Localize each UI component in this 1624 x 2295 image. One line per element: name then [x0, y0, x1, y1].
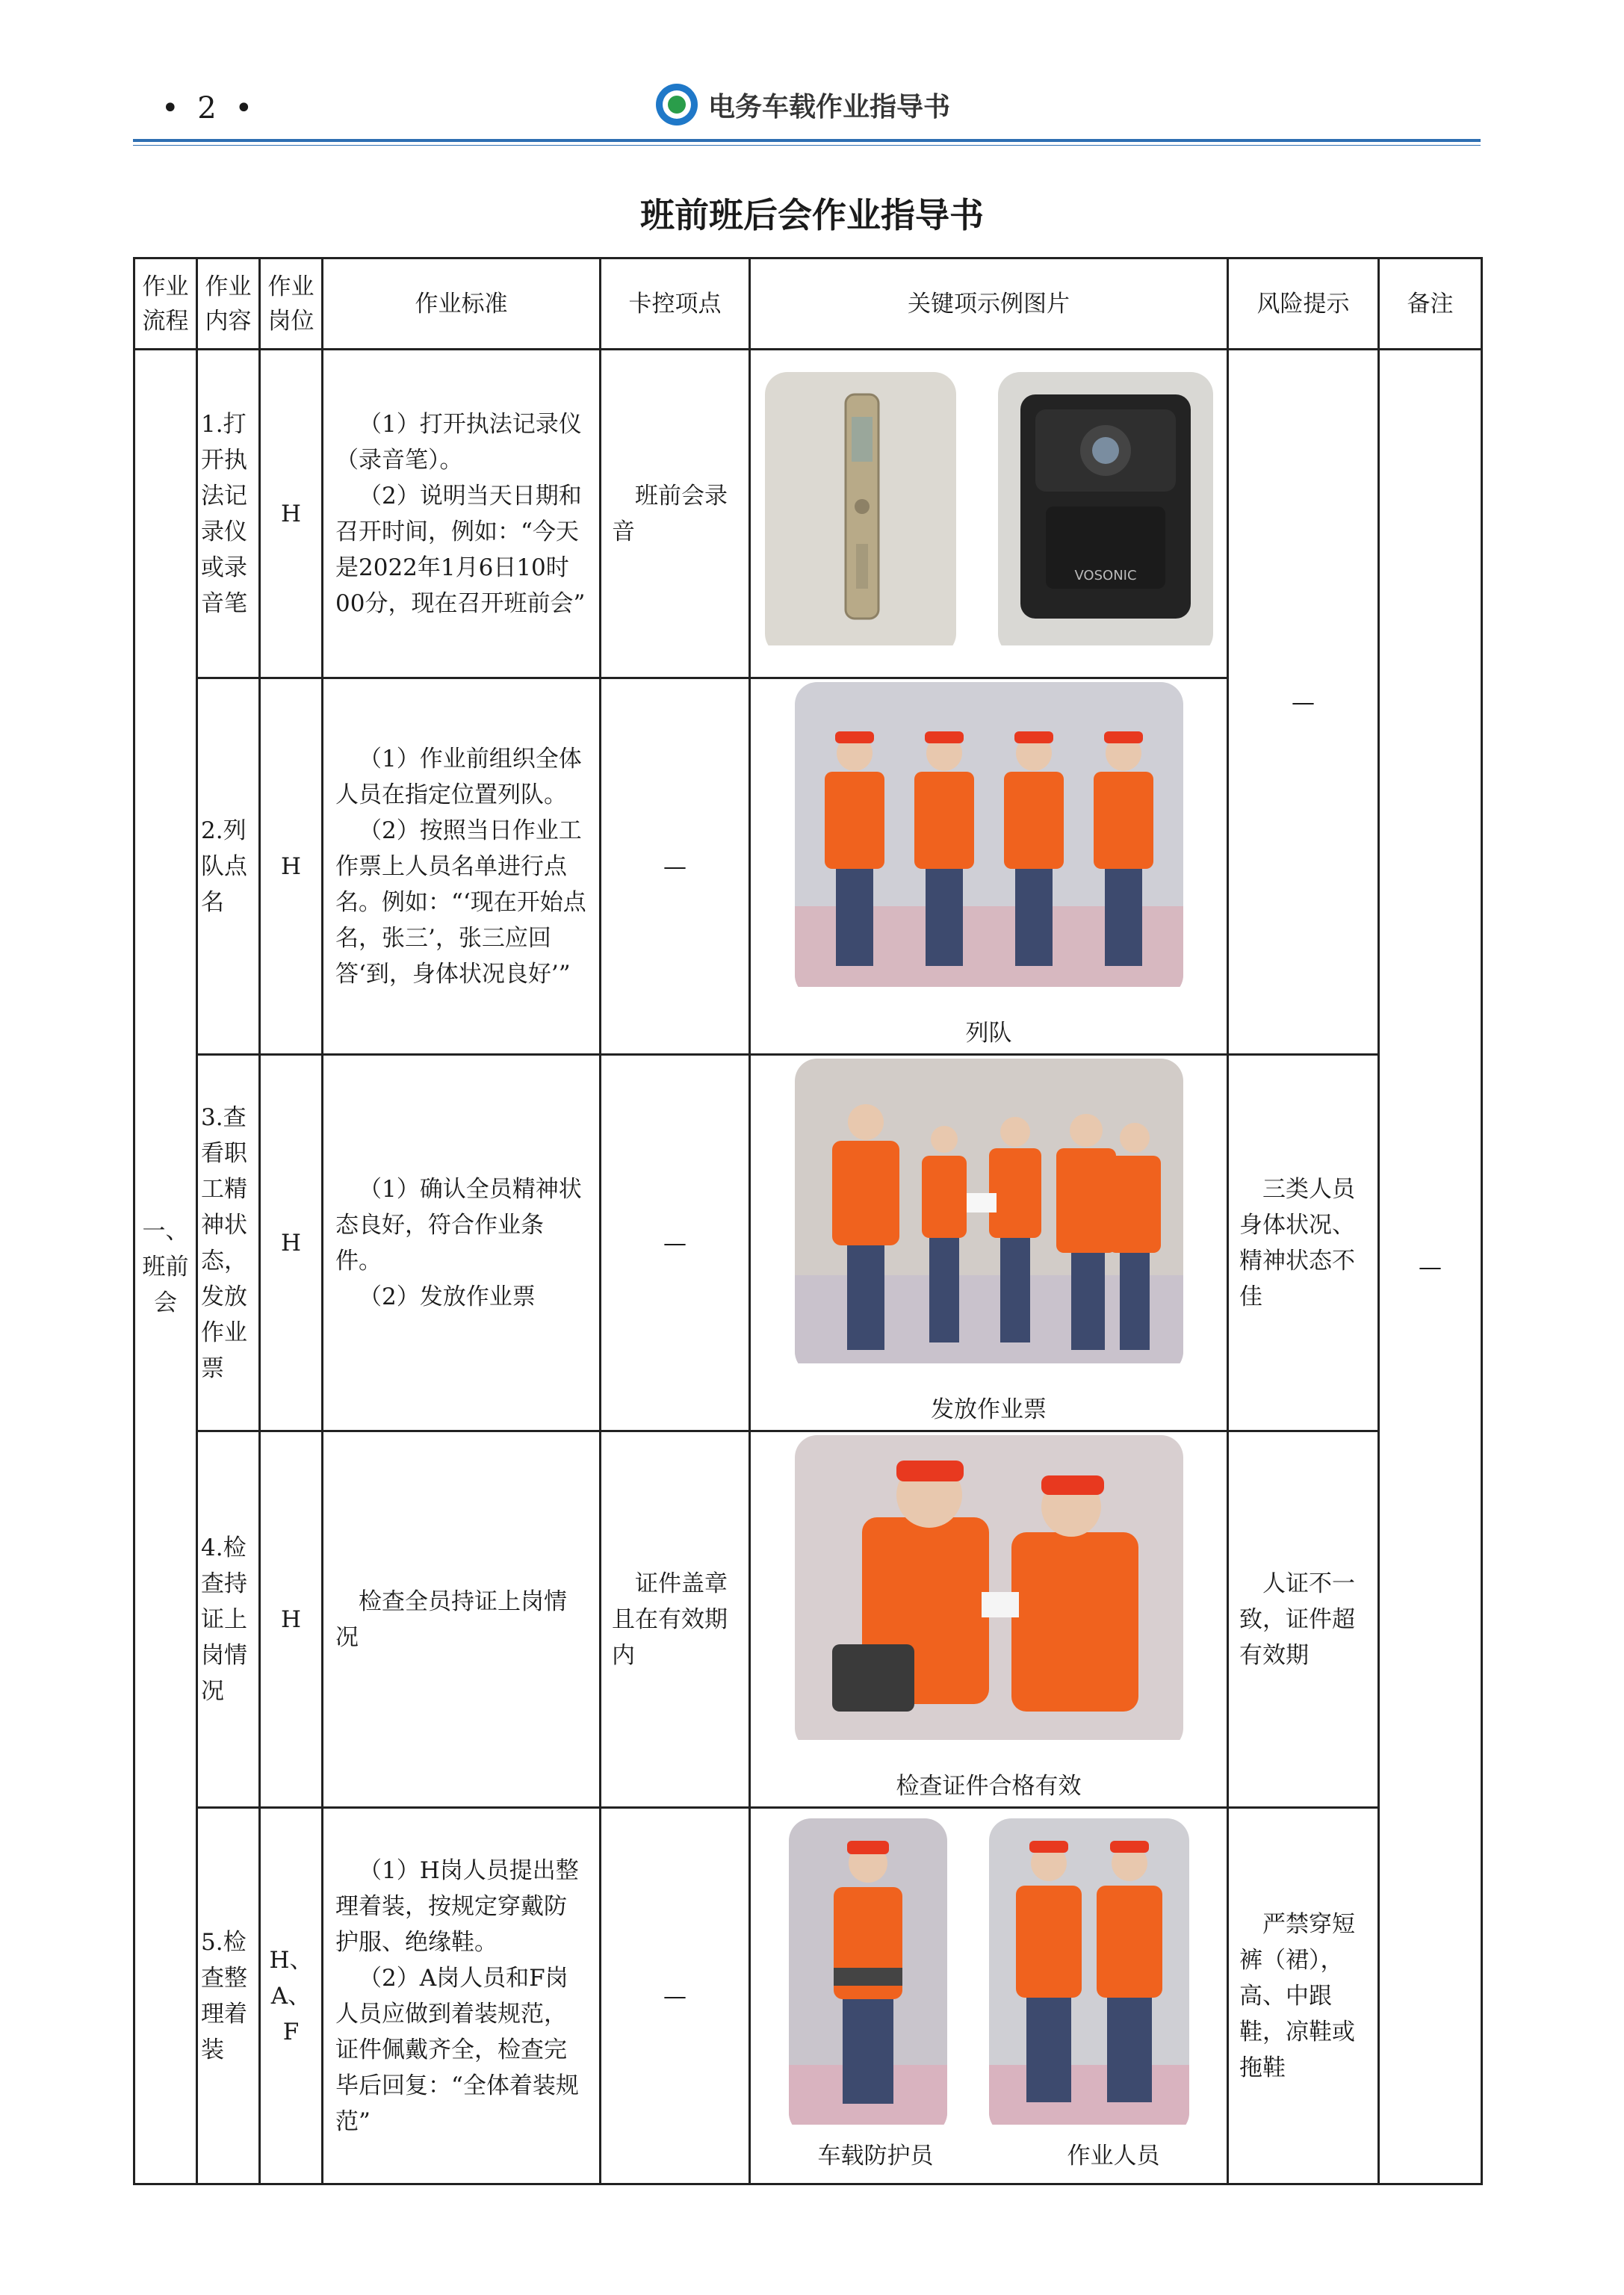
- risk-cell: [1228, 1431, 1379, 1808]
- image-caption: 车载防护员: [817, 2142, 934, 2169]
- page-number: • 2 •: [161, 91, 258, 126]
- col-header-risk: 风险提示: [1228, 258, 1379, 350]
- content-cell: 4.检查持证上岗情况: [197, 1431, 260, 1808]
- col-header-process: 作业流程: [134, 258, 197, 350]
- ticket-distribution-photo: [795, 1059, 1183, 1374]
- railway-logo-icon: [656, 84, 698, 126]
- risk-text: 严禁穿短裤（裙），高、中跟鞋，凉鞋或拖鞋: [1239, 1910, 1355, 2081]
- control-cell: 证件盖章且在有效期内: [601, 1431, 750, 1808]
- control-cell: 班前会录音: [601, 350, 750, 678]
- header-rule-thin: [133, 145, 1481, 146]
- standard-line: （2）按照当日作业工作票上人员名单进行点名。例如：“‘现在开始点名，张三’，张三应回答‘到，身体状况良好’”: [335, 817, 586, 988]
- col-header-remark: 备注: [1379, 258, 1482, 350]
- standard-cell: [323, 1431, 601, 1808]
- standard-line: （1）H岗人员提出整理着装，按规定穿戴防护服、绝缘鞋。: [335, 1856, 579, 1956]
- standard-line: （2）说明当天日期和召开时间，例如：“今天是2022年1月6日10时00分，现在召开班前会”: [335, 482, 586, 617]
- col-header-images: 关键项示例图片: [750, 258, 1228, 350]
- images-cell: [750, 1431, 1228, 1808]
- image-caption-row: [751, 2138, 1227, 2174]
- standard-cell: [323, 1055, 601, 1431]
- voice-recorder-photo: [765, 372, 956, 656]
- risk-cell-merged: —: [1228, 350, 1379, 1055]
- content-cell: 2.列队点名: [197, 678, 260, 1055]
- brand: [656, 82, 950, 127]
- standard-line: 检查全员持证上岗情况: [335, 1588, 567, 1651]
- content-cell: 5.检查整理着装: [197, 1808, 260, 2184]
- image-caption: 列队: [965, 1019, 1012, 1047]
- brand-title: 电务车载作业指导书: [708, 91, 951, 123]
- standard-cell: [323, 678, 601, 1055]
- images-cell: [750, 1055, 1228, 1431]
- col-header-standard: 作业标准: [323, 258, 601, 350]
- image-caption: 作业人员: [1067, 2142, 1160, 2169]
- image-caption: 检查证件合格有效: [896, 1772, 1082, 1800]
- col-header-post: 作业岗位: [260, 258, 323, 350]
- control-cell: —: [601, 1808, 750, 2184]
- images-cell: [750, 1808, 1228, 2184]
- work-guide-table: [133, 257, 1483, 2185]
- certificate-check-photo: [795, 1435, 1183, 1750]
- col-header-content: 作业内容: [197, 258, 260, 350]
- post-cell: H: [260, 1055, 323, 1431]
- control-cell: —: [601, 678, 750, 1055]
- risk-cell: [1228, 1808, 1379, 2184]
- table-row: [134, 350, 1482, 678]
- standard-line: （1）打开执法记录仪（录音笔）。: [335, 410, 582, 474]
- risk-text: 人证不一致，证件超有效期: [1239, 1570, 1355, 1669]
- content-cell: 1.打开执法记录仪或录音笔: [197, 350, 260, 678]
- standard-line: （2）发放作业票: [359, 1283, 536, 1310]
- lineup-photo: [795, 682, 1183, 997]
- image-caption: 发放作业票: [931, 1396, 1047, 1423]
- col-header-control: 卡控项点: [601, 258, 750, 350]
- body-camera-photo: [998, 372, 1213, 656]
- control-cell: —: [601, 1055, 750, 1431]
- post-cell: H: [260, 1431, 323, 1808]
- table-row: [134, 1431, 1482, 1808]
- standard-cell: [323, 1808, 601, 2184]
- standard-line: （2）A岗人员和F岗人员应做到着装规范，证件佩戴齐全，检查完毕后回复：“全体着装规范”: [335, 1964, 579, 2135]
- post-cell: H、A、F: [260, 1808, 323, 2184]
- standard-line: （1）作业前组织全体人员在指定位置列队。: [335, 745, 582, 808]
- risk-cell: [1228, 1055, 1379, 1431]
- remark-cell: —: [1379, 350, 1482, 2184]
- risk-text: 三类人员身体状况、精神状态不佳: [1239, 1175, 1355, 1310]
- table-row: [134, 1808, 1482, 2184]
- table-row: [134, 1055, 1482, 1431]
- post-cell: H: [260, 350, 323, 678]
- header-rule: [133, 139, 1481, 142]
- document-title: 班前班后会作业指导书: [640, 195, 984, 235]
- device-brand-label: VOSONIC: [1073, 567, 1137, 583]
- table-header-row: [134, 258, 1482, 350]
- page-header: [133, 75, 1481, 142]
- process-cell: 一、班前会: [134, 350, 197, 2184]
- vehicle-guard-photo: [789, 1818, 947, 2135]
- standard-line: （1）确认全员精神状态良好，符合作业条件。: [335, 1175, 582, 1275]
- standard-cell: [323, 350, 601, 678]
- content-cell: 3.查看职工精神状态，发放作业票: [197, 1055, 260, 1431]
- workers-photo: [989, 1818, 1189, 2135]
- post-cell: H: [260, 678, 323, 1055]
- images-cell: [750, 678, 1228, 1055]
- images-cell: [750, 350, 1228, 678]
